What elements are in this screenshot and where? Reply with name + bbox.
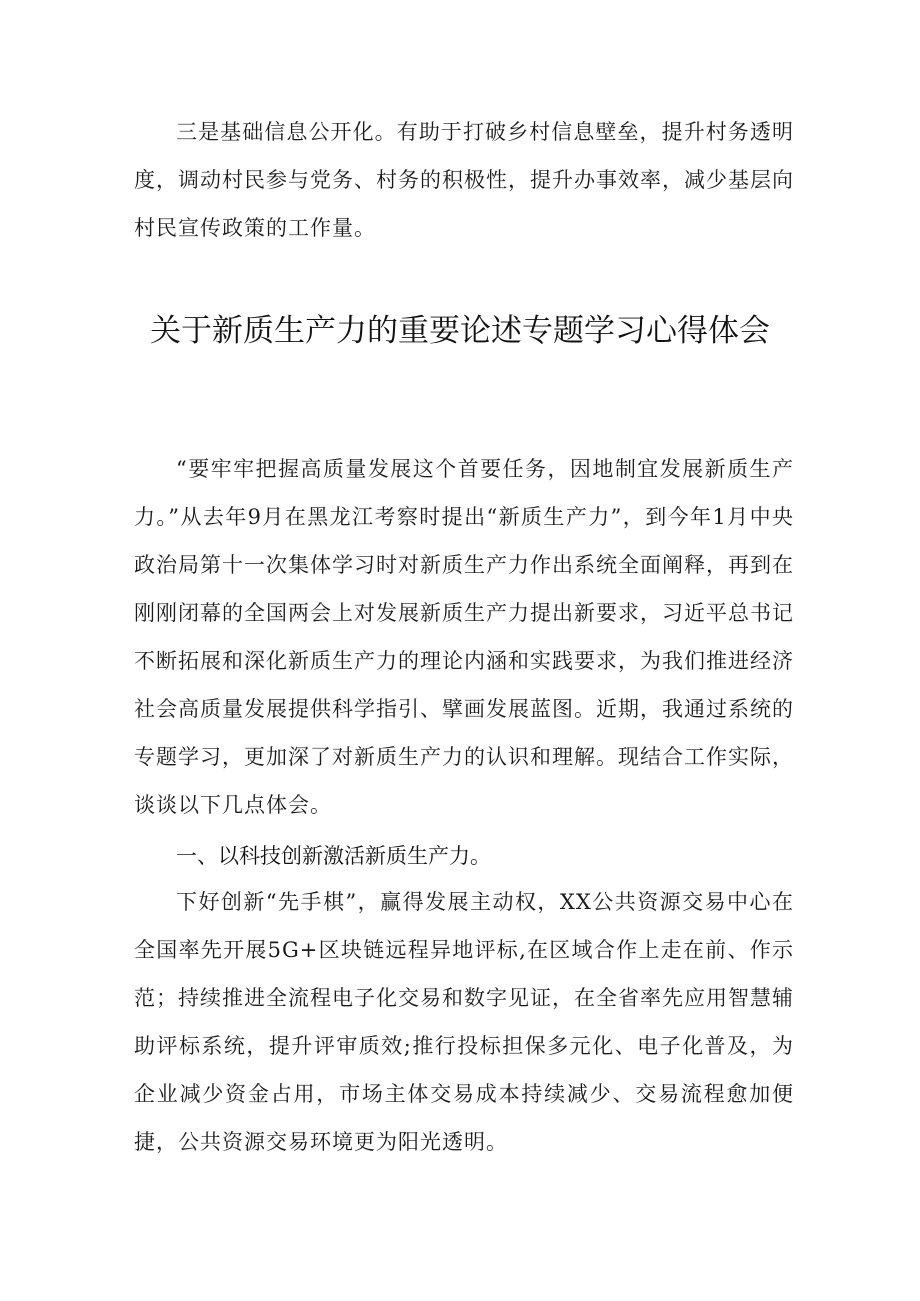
intro-paragraph: 三是基础信息公开化。有助于打破乡村信息壁垒，提升村务透明度，调动村民参与党务、村务的积极性，提升办事效率，减少基层向村民宣传政策的工作量。: [134, 120, 794, 240]
page-title: 关于新质生产力的重要论述专题学习心得体会: [150, 313, 770, 349]
section-paragraph: 下好创新“先手棋”，赢得发展主动权，XX公共资源交易中心在全国率先开展5G+区块链远程异地评标,在区域合作上走在前、作示范；持续推进全流程电子化交易和数字见证，在全省率先应用智慧辅助评标系统，提升评审质效;推行投标担保多元化、电子化普及，为企业减少资金占用，市场主体交易成本持续减少、交易流程愈加便捷，公共资源交易环境更为阳光透明。: [134, 890, 794, 1154]
opening-paragraph: “要牢牢把握高质量发展这个首要任务，因地制宜发展新质生产力。”从去年9月在黑龙江考察时提出“新质生产力”，到今年1月中央政治局第十一次集体学习时对新质生产力作出系统全面阐释，再到在刚刚闭幕的全国两会上对发展新质生产力提出新要求，习近平总书记不断拓展和深化新质生产力的理论内涵和实践要求，为我们推进经济社会高质量发展提供科学指引、擘画发展蓝图。近期，我通过系统的专题学习，更加深了对新质生产力的认识和理解。现结合工作实际，谈谈以下几点体会。: [134, 457, 794, 817]
section-heading: 一、以科技创新激活新质生产力。: [176, 844, 491, 868]
